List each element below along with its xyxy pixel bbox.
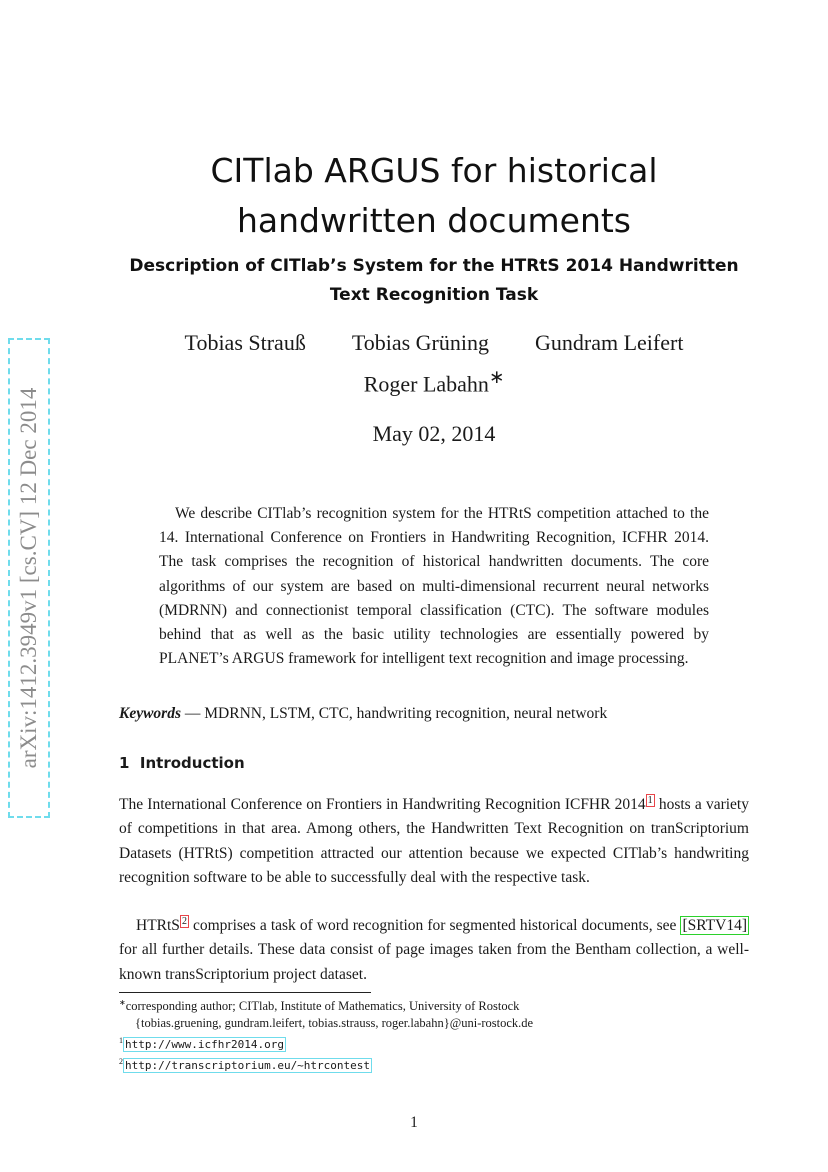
- paper-subtitle: [110, 252, 758, 310]
- footnote-rule: [119, 992, 371, 993]
- para2-text-start: HTRtS: [136, 917, 180, 934]
- author-gruening: Tobias Grüning: [351, 330, 489, 355]
- title-line-1: CITlab ARGUS for historical: [210, 151, 658, 190]
- author-leifert: Gundram Leifert: [535, 330, 684, 355]
- footnote-link-1[interactable]: 1: [647, 794, 653, 806]
- para2-text-mid: comprises a task of word recognition for segmented historical documents, see: [188, 917, 681, 934]
- intro-paragraph-2: [119, 914, 749, 987]
- para2-text-end: for all further details. These data consist of page images taken from the Bentham collection, a well-known transScriptorium project dataset.: [119, 941, 749, 983]
- footnote-1-url[interactable]: http://www.icfhr2014.org: [125, 1038, 284, 1052]
- author-labahn: Roger Labahn: [363, 371, 489, 397]
- footnote-2-url[interactable]: http://transcriptorium.eu/~htrcontest: [125, 1059, 371, 1073]
- footnotes: [119, 994, 749, 1074]
- abstract: We describe CITlab’s recognition system for the HTRtS competition attached to the 14. International Conference on Frontiers in Handwriting Recognition, ICFHR 2014. The task comprises the recognition of historical handwritten documents. The core algorithms of our system are based on multi-dimensional recurrent neural networks (MDRNN) and connectionist temporal classification (CTC). The software modules behind that as well as the basic utility technologies are essentially powered by PLANET’s ARGUS framework for intelligent text recognition and image processing.: [159, 505, 709, 668]
- footnote-corresponding: [119, 994, 749, 1015]
- subtitle-line-1: Description of CITlab’s System for the HTRtS 2014 Handwritten: [129, 256, 739, 276]
- footnote-1: [119, 1032, 749, 1053]
- para1-text-start: The International Conference on Frontiers in Handwriting Recognition ICFHR 2014: [119, 796, 646, 813]
- footnote-star-text: corresponding author; CITlab, Institute of Mathematics, University of Rostock: [125, 999, 520, 1014]
- citation-link[interactable]: [SRTV14]: [682, 917, 747, 934]
- author-strauss: Tobias Strauß: [184, 330, 306, 355]
- keywords-label: Keywords: [119, 705, 181, 722]
- title-line-2: handwritten documents: [236, 201, 631, 240]
- keywords-text: MDRNN, LSTM, CTC, handwriting recognition, neural network: [204, 705, 608, 722]
- footnote-1-mark: 1: [119, 1036, 123, 1046]
- corresponding-author-mark: ∗: [488, 367, 505, 387]
- author-list: [110, 330, 758, 356]
- section-heading: [119, 754, 245, 772]
- keywords-separator: —: [181, 705, 205, 722]
- author-row-2: [110, 367, 758, 397]
- footnote-star-mark: ∗: [119, 998, 126, 1007]
- section-title: Introduction: [139, 754, 245, 772]
- subtitle-line-2: Text Recognition Task: [329, 285, 539, 305]
- intro-paragraph-1: [119, 793, 749, 890]
- page-number: 1: [410, 1114, 418, 1131]
- footnote-link-2[interactable]: 2: [181, 915, 187, 927]
- paper-title: [110, 146, 758, 246]
- arxiv-identifier: arXiv:1412.3949v1 [cs.CV] 12 Dec 2014: [16, 387, 41, 769]
- paper-date: May 02, 2014: [372, 421, 496, 446]
- section-number: 1: [119, 754, 130, 772]
- para1-text-end: hosts a variety of competitions in that area. Among others, the Handwritten Text Recognition on tranScriptorium Datasets (HTRtS) competition attracted our attention because we expected CITlab’s handwriting recognition software to be able to successfully deal with the respective task.: [119, 796, 749, 886]
- arxiv-stamp: [8, 338, 50, 818]
- footnote-2-mark: 2: [119, 1057, 123, 1067]
- footnote-2: [119, 1053, 749, 1074]
- keywords: [119, 705, 749, 723]
- footnote-emails: {tobias.gruening, gundram.leifert, tobias.strauss, roger.labahn}@uni-rostock.de: [135, 1016, 534, 1031]
